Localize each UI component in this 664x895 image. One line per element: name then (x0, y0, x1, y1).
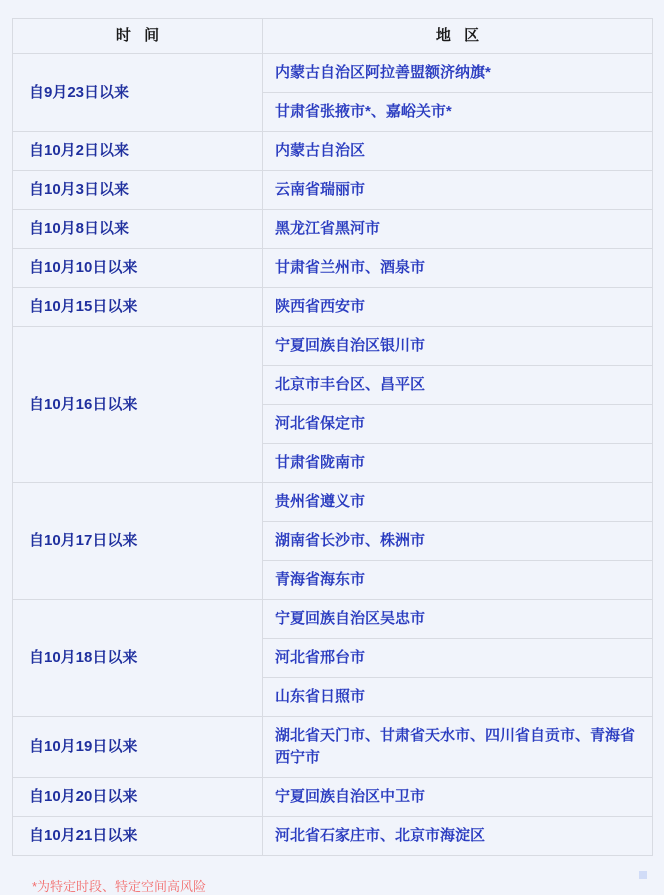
time-cell: 自10月15日以来 (13, 288, 263, 327)
region-cell: 甘肃省张掖市*、嘉峪关市* (263, 93, 653, 132)
col-header-time: 时 间 (13, 19, 263, 54)
time-cell: 自10月2日以来 (13, 132, 263, 171)
region-cell: 宁夏回族自治区吴忠市 (263, 600, 653, 639)
region-cell: 北京市丰台区、昌平区 (263, 366, 653, 405)
time-cell: 自9月23日以来 (13, 54, 263, 132)
region-cell: 内蒙古自治区阿拉善盟额济纳旗* (263, 54, 653, 93)
risk-area-table (12, 18, 653, 856)
time-cell: 自10月16日以来 (13, 327, 263, 483)
time-cell: 自10月20日以来 (13, 778, 263, 817)
table-header (13, 19, 653, 54)
time-cell: 自10月3日以来 (13, 171, 263, 210)
table-row (13, 327, 653, 366)
region-cell: 河北省邢台市 (263, 639, 653, 678)
footnote-high-risk-note: *为特定时段、特定空间高风险 (32, 879, 207, 894)
table-row (13, 249, 653, 288)
time-cell: 自10月17日以来 (13, 483, 263, 600)
table-row (13, 132, 653, 171)
table-row (13, 600, 653, 639)
region-cell: 甘肃省兰州市、酒泉市 (263, 249, 653, 288)
scroll-artifact (639, 871, 647, 879)
table-row (13, 717, 653, 778)
table-row (13, 817, 653, 856)
region-cell: 宁夏回族自治区中卫市 (263, 778, 653, 817)
time-cell: 自10月21日以来 (13, 817, 263, 856)
header-row (13, 19, 653, 54)
region-cell: 宁夏回族自治区银川市 (263, 327, 653, 366)
table-body (13, 54, 653, 856)
time-cell: 自10月10日以来 (13, 249, 263, 288)
region-cell: 甘肃省陇南市 (263, 444, 653, 483)
time-cell: 自10月18日以来 (13, 600, 263, 717)
region-cell: 山东省日照市 (263, 678, 653, 717)
table-row (13, 54, 653, 93)
table-row (13, 778, 653, 817)
region-cell: 黑龙江省黑河市 (263, 210, 653, 249)
region-cell: 湖北省天门市、甘肃省天水市、四川省自贡市、青海省西宁市 (263, 717, 653, 778)
table-row (13, 483, 653, 522)
time-cell: 自10月8日以来 (13, 210, 263, 249)
col-header-region: 地 区 (263, 19, 653, 54)
region-cell: 内蒙古自治区 (263, 132, 653, 171)
table-row (13, 171, 653, 210)
region-cell: 湖南省长沙市、株洲市 (263, 522, 653, 561)
region-cell: 河北省石家庄市、北京市海淀区 (263, 817, 653, 856)
region-cell: 云南省瑞丽市 (263, 171, 653, 210)
region-cell: 河北省保定市 (263, 405, 653, 444)
region-cell: 青海省海东市 (263, 561, 653, 600)
time-cell: 自10月19日以来 (13, 717, 263, 778)
table-row (13, 210, 653, 249)
region-cell: 陕西省西安市 (263, 288, 653, 327)
table-row (13, 288, 653, 327)
region-cell: 贵州省遵义市 (263, 483, 653, 522)
